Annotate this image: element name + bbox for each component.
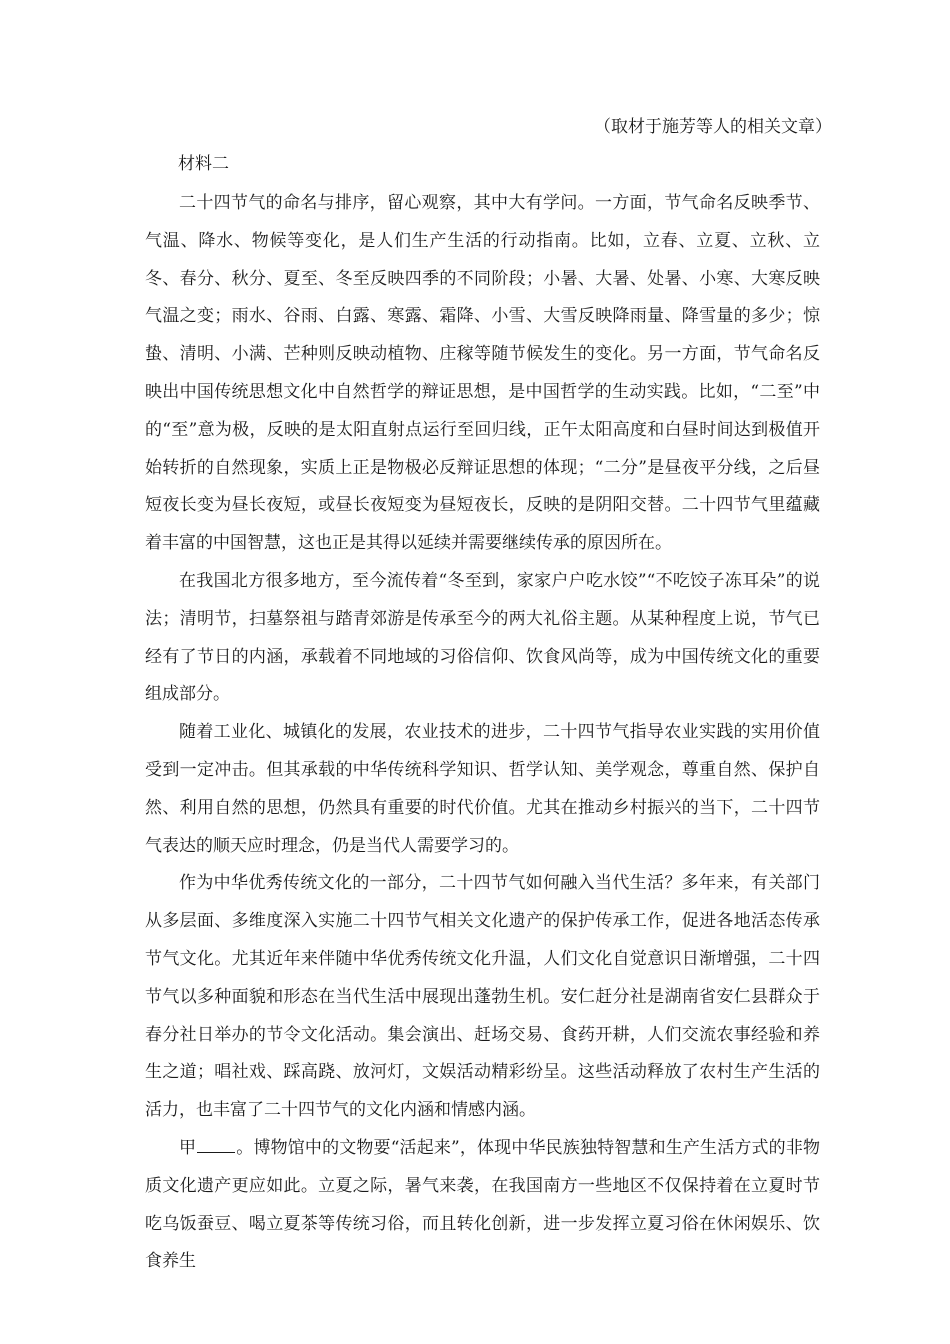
body-text	[145, 185, 820, 1281]
paragraph-naming: 二十四节气的命名与排序，留心观察，其中大有学问。一方面，节气命名反映季节、气温、降水、物候等变化，是人们生产生活的行动指南。比如，立春、立夏、立秋、立冬、春分、秋分、夏至、冬至反映四季的不同阶段；小暑、大暑、处暑、小寒、大寒反映气温之变；雨水、谷雨、白露、寒露、霜降、小雪、大雪反映降雨量、降雪量的多少；惊蛰、清明、小满、芒种则反映动植物、庄稼等随节候发生的变化。另一方面，节气命名反映出中国传统思想文化中自然哲学的辩证思想，是中国哲学的生动实践。比如，“二至”中的“至”意为极，反映的是太阳直射点运行至回归线，正午太阳高度和白昼时间达到极值开始转折的自然现象，实质上正是物极必反辩证思想的体现；“二分”是昼夜平分线，之后昼短夜长变为昼长夜短，或昼长夜短变为昼短夜长，反映的是阴阳交替。二十四节气里蕴藏着丰富的中国智慧，这也正是其得以延续并需要继续传承的原因所在。	[145, 193, 820, 554]
section-heading: 材料二	[178, 154, 229, 174]
paragraph-blank-question	[145, 1130, 820, 1281]
paragraph-customs: 在我国北方很多地方，至今流传着“冬至到，家家户户吃水饺”“不吃饺子冻耳朵”的说法；清明节，扫墓祭祖与踏青郊游是传承至今的两大礼俗主题。从某种程度上说，节气已经有了节日的内涵，承载着不同地域的习俗信仰、饮食风尚等，成为中国传统文化的重要组成部分。	[145, 570, 820, 705]
source-note: （取材于施芳等人的相关文章）	[594, 117, 832, 137]
paragraph-modern-value: 随着工业化、城镇化的发展，农业技术的进步，二十四节气指导农业实践的实用价值受到一定冲击。但其承载的中华传统科学知识、哲学认知、美学观念，尊重自然、保护自然、利用自然的思想，仍然具有重要的时代价值。尤其在推动乡村振兴的当下，二十四节气表达的顺天应时理念，仍是当代人需要学习的。	[145, 722, 820, 856]
paragraph-blank-text: 。博物馆中的文物要“活起来”，体现中华民族独特智慧和生产生活方式的非物质文化遗产更应如此。立夏之际，暑气来袭，在我国南方一些地区不仅保持着在立夏时节吃乌饭蚕豆、喝立夏茶等传统习俗，而且转化创新，进一步发挥立夏习俗在休闲娱乐、饮食养生	[145, 1137, 820, 1272]
fill-in-blank	[197, 1134, 235, 1153]
paragraph-contemporary-life: 作为中华优秀传统文化的一部分，二十四节气如何融入当代生活？多年来，有关部门从多层面、多维度深入实施二十四节气相关文化遗产的保护传承工作，促进各地活态传承节气文化。尤其近年来伴随中华优秀传统文化升温，人们文化自觉意识日渐增强，二十四节气以多种面貌和形态在当代生活中展现出蓬勃生机。安仁赶分社是湖南省安仁县群众于春分社日举办的节令文化活动。集会演出、赶场交易、食药开耕，人们交流农事经验和养生之道；唱社戏、踩高跷、放河灯，文娱活动精彩纷呈。这些活动释放了农村生产生活的活力，也丰富了二十四节气的文化内涵和情感内涵。	[145, 873, 820, 1121]
blank-label: 甲	[179, 1137, 197, 1158]
